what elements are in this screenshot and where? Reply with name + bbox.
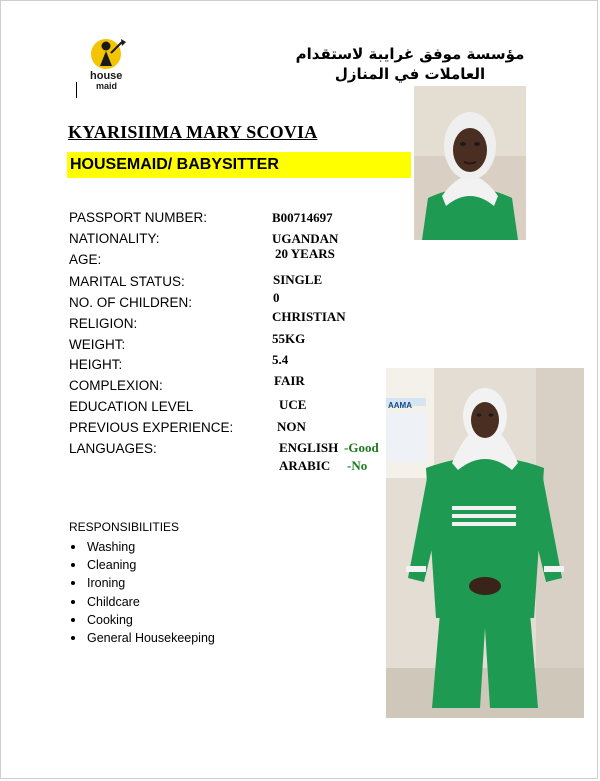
value-passport-number: B00714697	[272, 210, 333, 225]
responsibilities-list	[69, 538, 215, 647]
value-education-level: UCE	[279, 397, 307, 412]
value-age: 20 YEARS	[275, 246, 335, 261]
full-body-photo	[386, 368, 584, 718]
label-education-level: EDUCATION LEVEL	[69, 399, 194, 414]
role-highlight	[67, 152, 411, 178]
label-nationality: NATIONALITY:	[69, 231, 160, 246]
label-weight: WEIGHT:	[69, 337, 126, 352]
label-religion: RELIGION:	[69, 316, 138, 331]
label-previous-experience: PREVIOUS EXPERIENCE:	[69, 420, 234, 435]
label-height: HEIGHT:	[69, 357, 123, 372]
logo-text-top: house	[90, 70, 123, 82]
poster-text: AAMA	[388, 401, 412, 410]
list-item: Childcare	[69, 593, 215, 611]
candidate-role: HOUSEMAID/ BABYSITTER	[70, 156, 279, 173]
list-item: Cleaning	[69, 556, 215, 574]
headshot-photo	[414, 86, 526, 240]
value-no-of-children: 0	[273, 290, 280, 305]
language-arabic: ARABIC	[279, 458, 331, 473]
label-marital-status: MARITAL STATUS:	[69, 274, 185, 289]
label-no-of-children: NO. OF CHILDREN:	[69, 295, 193, 310]
value-marital-status: SINGLE	[273, 272, 323, 287]
label-complexion: COMPLEXION:	[69, 378, 163, 393]
language-arabic-level: -No	[347, 458, 368, 473]
language-english-level: -Good	[344, 440, 379, 455]
housemaid-logo	[86, 36, 132, 92]
value-nationality: UGANDAN	[272, 231, 339, 246]
value-weight: 55KG	[272, 331, 306, 346]
agency-title: مؤسسة موفق غرايبة لاستقدام العاملات في المنازل	[295, 45, 525, 83]
logo-text-bottom: maid	[96, 81, 118, 91]
value-height: 5.4	[272, 352, 289, 367]
label-age: AGE:	[69, 252, 102, 267]
responsibilities-heading: RESPONSIBILITIES	[69, 520, 180, 534]
candidate-name: KYARISIIMA MARY SCOVIA	[68, 122, 318, 142]
label-passport-number: PASSPORT NUMBER:	[69, 210, 208, 225]
list-item: Cooking	[69, 611, 215, 629]
list-item: Washing	[69, 538, 215, 556]
language-english: ENGLISH	[279, 440, 339, 455]
label-languages: LANGUAGES:	[69, 441, 157, 456]
list-item: General Housekeeping	[69, 629, 215, 647]
list-item: Ironing	[69, 574, 215, 592]
value-religion: CHRISTIAN	[272, 309, 346, 324]
value-previous-experience: NON	[277, 419, 306, 434]
text-cursor-mark	[76, 82, 77, 98]
value-complexion: FAIR	[274, 373, 305, 388]
